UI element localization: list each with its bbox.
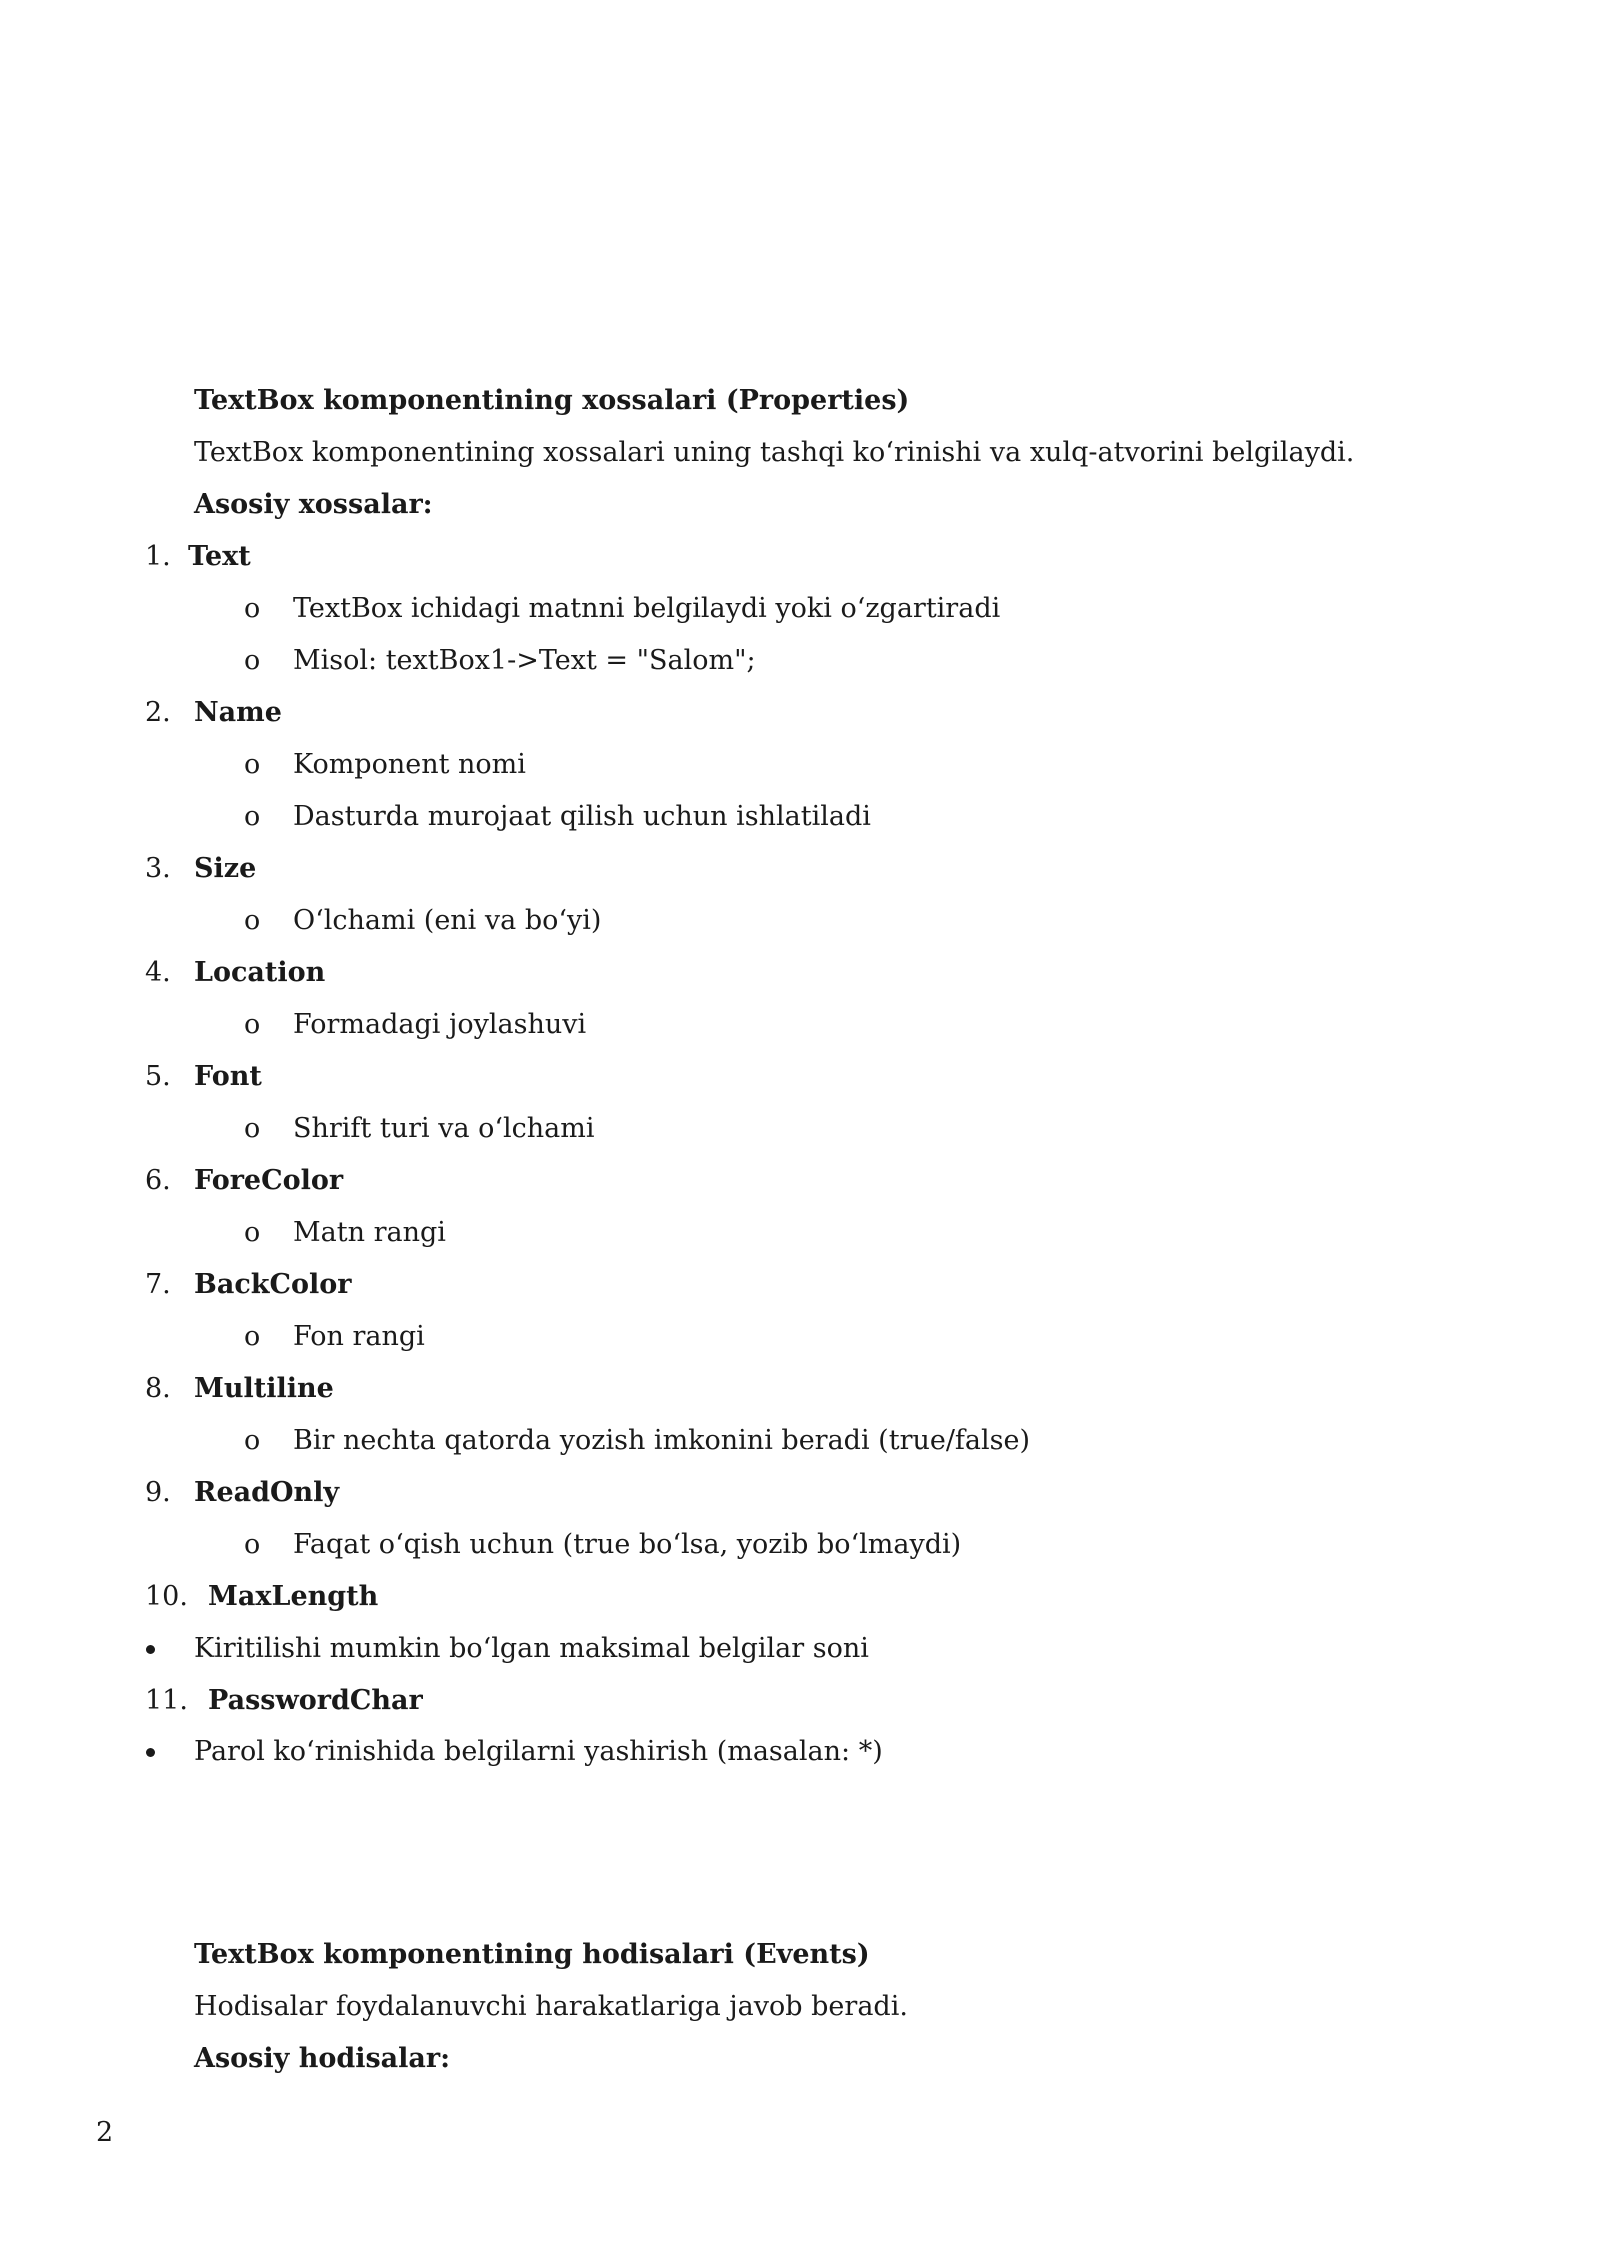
list-item-title: Multiline bbox=[194, 1373, 334, 1404]
sub-list-item: Matn rangi bbox=[293, 1217, 446, 1248]
sub-bullet-marker: o bbox=[244, 1113, 261, 1144]
sub-bullet-marker: o bbox=[244, 1529, 261, 1560]
list-number: 3. bbox=[145, 853, 171, 884]
sub-list-item: Dasturda murojaat qilish uchun ishlatiladi bbox=[293, 801, 871, 832]
sub-list-item: Misol: textBox1->Text = "Salom"; bbox=[293, 645, 756, 676]
list-item-title: ForeColor bbox=[194, 1165, 344, 1196]
list-number: 9. bbox=[145, 1477, 171, 1508]
list-number: 5. bbox=[145, 1061, 171, 1092]
sub-bullet-marker: o bbox=[244, 1425, 261, 1456]
sub-bullet-marker: o bbox=[244, 645, 261, 676]
bullet-dot bbox=[146, 1645, 155, 1654]
sub-bullet-marker: o bbox=[244, 1217, 261, 1248]
sub-list-item: O‘lchami (eni va bo‘yi) bbox=[293, 905, 602, 936]
sub-bullet-marker: o bbox=[244, 801, 261, 832]
sub-list-item: Shrift turi va o‘lchami bbox=[293, 1113, 595, 1144]
list-number: 1. bbox=[145, 541, 171, 572]
sub-list-item: TextBox ichidagi matnni belgilaydi yoki o‘zgartiradi bbox=[293, 593, 1001, 624]
sub-list-item: Faqat o‘qish uchun (true bo‘lsa, yozib bo‘lmaydi) bbox=[293, 1529, 962, 1560]
section-heading-events: TextBox komponentining hodisalari (Events) bbox=[194, 1939, 870, 1970]
list-item-title: Text bbox=[188, 541, 251, 572]
bullet-list-item: Parol ko‘rinishida belgilarni yashirish (masalan: *) bbox=[194, 1736, 883, 1767]
list-item-title: BackColor bbox=[194, 1269, 352, 1300]
sub-bullet-marker: o bbox=[244, 905, 261, 936]
section-heading-properties: TextBox komponentining xossalari (Properties) bbox=[194, 385, 910, 416]
page-number: 2 bbox=[96, 2117, 114, 2148]
sub-bullet-marker: o bbox=[244, 1009, 261, 1040]
sub-bullet-marker: o bbox=[244, 749, 261, 780]
subheading-events: Asosiy hodisalar: bbox=[194, 2043, 451, 2074]
list-item-title: Name bbox=[194, 697, 282, 728]
list-number: 10. bbox=[145, 1581, 188, 1612]
list-number: 11. bbox=[145, 1685, 188, 1716]
list-item-title: MaxLength bbox=[208, 1581, 379, 1612]
bullet-list-item: Kiritilishi mumkin bo‘lgan maksimal belgilar soni bbox=[194, 1633, 869, 1664]
list-item-title: Font bbox=[194, 1061, 262, 1092]
list-item-title: ReadOnly bbox=[194, 1477, 340, 1508]
bullet-dot bbox=[146, 1748, 155, 1757]
list-number: 4. bbox=[145, 957, 171, 988]
list-number: 8. bbox=[145, 1373, 171, 1404]
list-number: 7. bbox=[145, 1269, 171, 1300]
sub-list-item: Formadagi joylashuvi bbox=[293, 1009, 587, 1040]
list-number: 6. bbox=[145, 1165, 171, 1196]
subheading-properties: Asosiy xossalar: bbox=[194, 489, 433, 520]
section-intro-properties: TextBox komponentining xossalari uning tashqi ko‘rinishi va xulq-atvorini belgilaydi. bbox=[194, 437, 1355, 468]
sub-list-item: Komponent nomi bbox=[293, 749, 526, 780]
list-item-title: Location bbox=[194, 957, 326, 988]
sub-list-item: Bir nechta qatorda yozish imkonini beradi (true/false) bbox=[293, 1425, 1031, 1456]
list-number: 2. bbox=[145, 697, 171, 728]
sub-bullet-marker: o bbox=[244, 593, 261, 624]
list-item-title: PasswordChar bbox=[208, 1685, 423, 1716]
section-intro-events: Hodisalar foydalanuvchi harakatlariga javob beradi. bbox=[194, 1991, 908, 2022]
sub-list-item: Fon rangi bbox=[293, 1321, 425, 1352]
list-item-title: Size bbox=[194, 853, 257, 884]
sub-bullet-marker: o bbox=[244, 1321, 261, 1352]
